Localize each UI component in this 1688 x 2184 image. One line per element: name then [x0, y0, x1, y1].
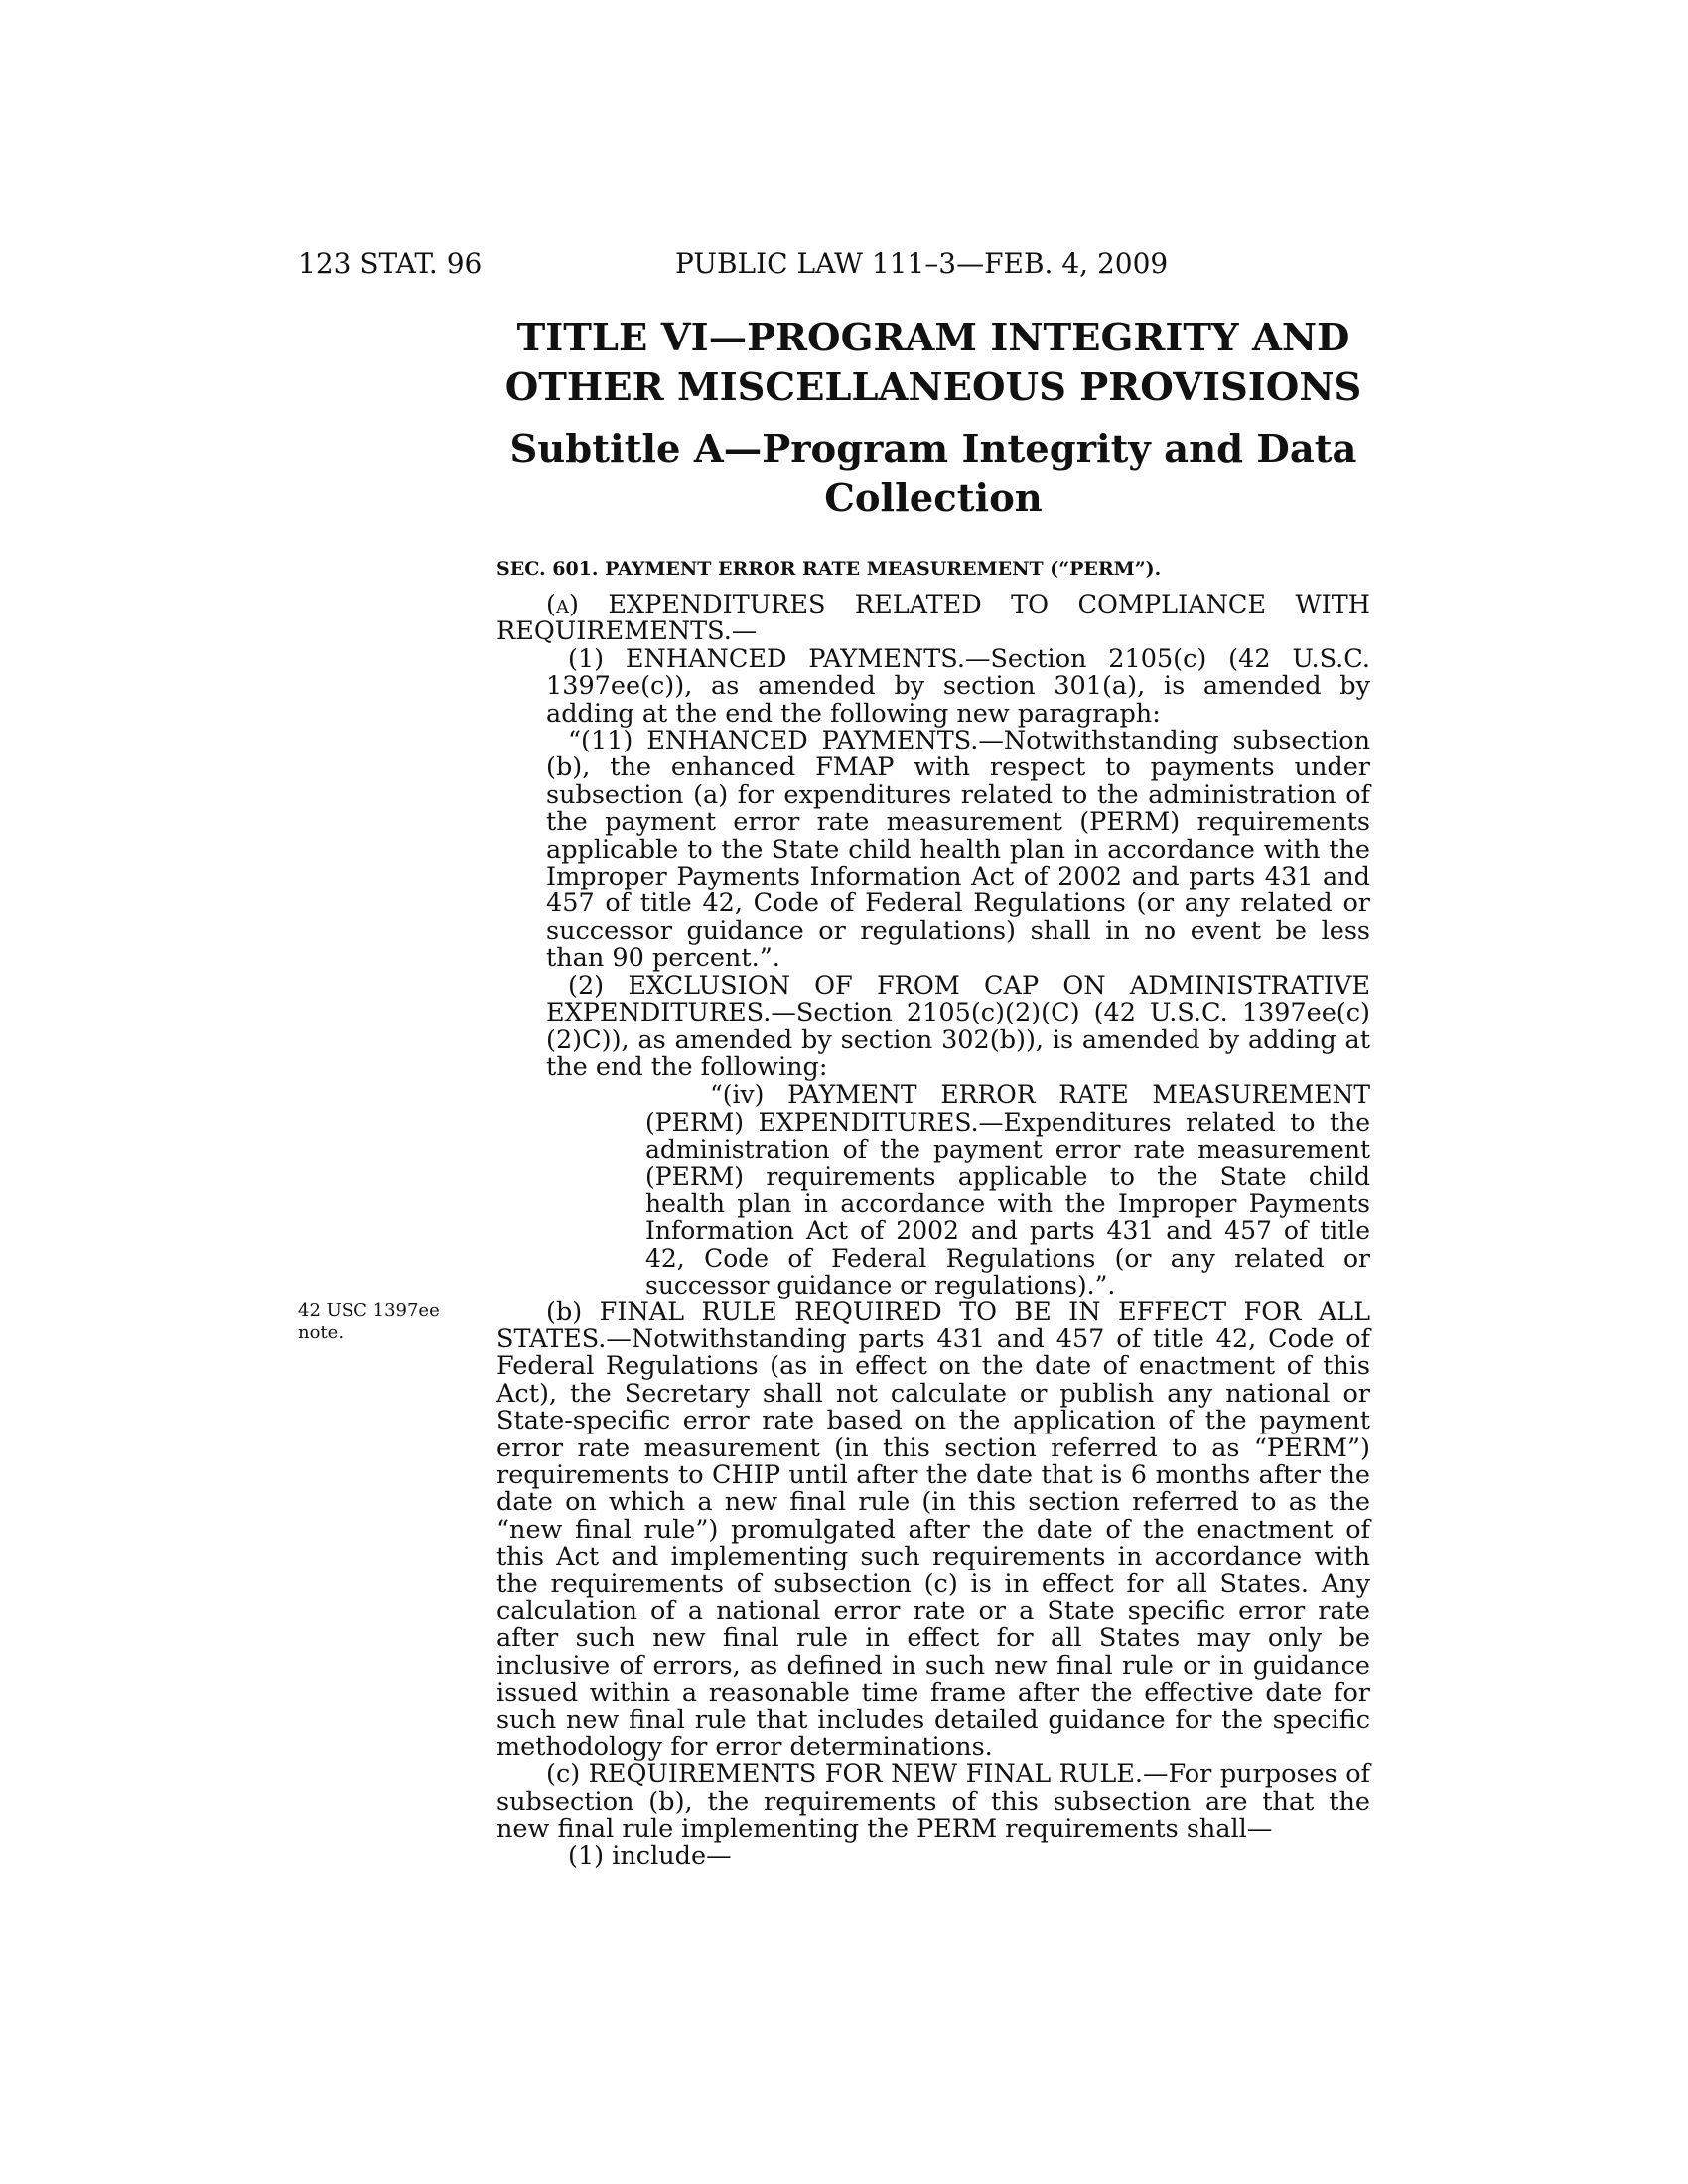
- margin-note: 42 USC 1397ee note.: [298, 1300, 440, 1343]
- public-law-header: PUBLIC LAW 111–3—FEB. 4, 2009: [675, 247, 1169, 280]
- paragraph-a2: (2) EXCLUSION OF FROM CAP ON ADMINISTRATIVE EXPENDITURES.—Section 2105(c)(2)(C) (42 U.S.C. 1397ee(c)(2)C)), as amended by section 302(b)), is amended by adding at the end the following:: [546, 970, 1370, 1082]
- section-body: [496, 592, 1370, 1870]
- paragraph-a1: (1) ENHANCED PAYMENTS.—Section 2105(c) (42 U.S.C. 1397ee(c)), as amended by section 301(a), is amended by adding at the end the following new paragraph:: [546, 643, 1370, 729]
- subtitle-heading: Subtitle A—Program Integrity and Data Collection: [509, 427, 1357, 521]
- stat-citation: 123 STAT. 96: [298, 247, 483, 280]
- paragraph-a1-quote: “(11) ENHANCED PAYMENTS.—Notwithstanding subsection (b), the enhanced FMAP with respect to payments under subsection (a) for expenditures related to the administration of the payment error rate measurement (PERM) requirements applicable to the State child health plan in accordance with the Improper Payments Information Act of 2002 and parts 431 and 457 of title 42, Code of Federal Regulations (or any related or successor guidance or regulations) shall in no event be less than 90 percent.”.: [546, 726, 1370, 974]
- paragraph-c: (c) REQUIREMENTS FOR NEW FINAL RULE.—For purposes of subsection (b), the requirements of this subsection are that the new final rule implementing the PERM requirements shall—: [496, 1759, 1370, 1844]
- paragraph-a2-quote: [496, 1081, 1370, 1298]
- paragraph-b: (b) FINAL RULE REQUIRED TO BE IN EFFECT FOR ALL STATES.—Notwithstanding parts 431 and 457 of title 42, Code of Federal Regulations (as in effect on the date of enactment of this Act), the Secretary shall not calculate or publish any national or State-specific error rate based on the application of the payment error rate measurement (in this section referred to as “PERM”) requirements to CHIP until after the date that is 6 months after the date on which a new final rule (in this section referred to as the “new final rule”) promulgated after the date of the enactment of this Act and implementing such requirements in accordance with the requirements of subsection (c) is in effect for all States. Any calculation of a national error rate or a State specific error rate after such new final rule in effect for all States may only be inclusive of errors, as defined in such new final rule or in guidance issued within a reasonable time frame after the effective date for such new final rule that includes detailed guidance for the specific methodology for error determinations.: [496, 1297, 1370, 1763]
- paragraph-c1: (1) include—: [568, 1841, 732, 1871]
- section-heading: SEC. 601. PAYMENT ERROR RATE MEASUREMENT (“PERM”).: [496, 558, 1162, 580]
- quote-text: “(iv) PAYMENT ERROR RATE MEASUREMENT (PERM) EXPENDITURES.—Expenditures related to the administration of the payment error rate measurement (PERM) requirements applicable to the State child health plan in accordance with the Improper Payments Information Act of 2002 and parts 431 and 457 of title 42, Code of Federal Regulations (or any related or successor guidance or regulations).”.: [645, 1080, 1370, 1300]
- paragraph-a-heading: (a) EXPENDITURES RELATED TO COMPLIANCE WITH REQUIREMENTS.—: [496, 590, 1370, 647]
- title-heading: TITLE VI—PROGRAM INTEGRITY AND OTHER MISCELLANEOUS PROVISIONS: [504, 316, 1362, 410]
